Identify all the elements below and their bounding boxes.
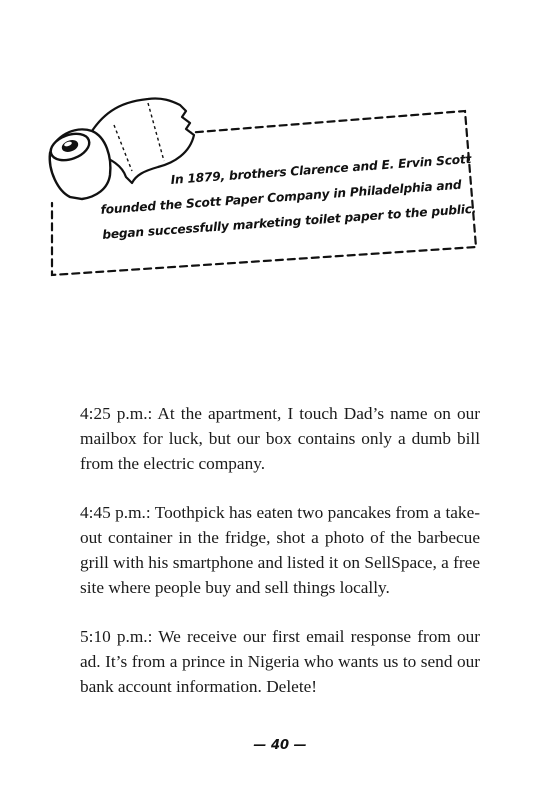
fun-fact-box — [40, 95, 490, 295]
diary-entry: 5:10 p.m.: We receive our first email response from our ad. It’s from a prince in Nigeria who wants us to send our bank account information. Delete! — [80, 627, 480, 696]
diary-entries — [80, 401, 480, 723]
page-number: — 40 — — [253, 738, 307, 753]
fun-fact-text: In 1879, brothers Clarence and E. Ervin Scott founded the Scott Paper Company in Philadelphia and began successfully marketing toilet paper to the public. — [100, 151, 477, 242]
diary-entry: 4:45 p.m.: Toothpick has eaten two pancakes from a take-out container in the fridge, shot a photo of the barbecue grill with his smartphone and listed it on SellSpace, a free site where people buy and sell things locally. — [80, 503, 480, 597]
diary-entry: 4:25 p.m.: At the apartment, I touch Dad’s name on our mailbox for luck, but our box contains only a dumb bill from the electric company. — [80, 404, 480, 473]
